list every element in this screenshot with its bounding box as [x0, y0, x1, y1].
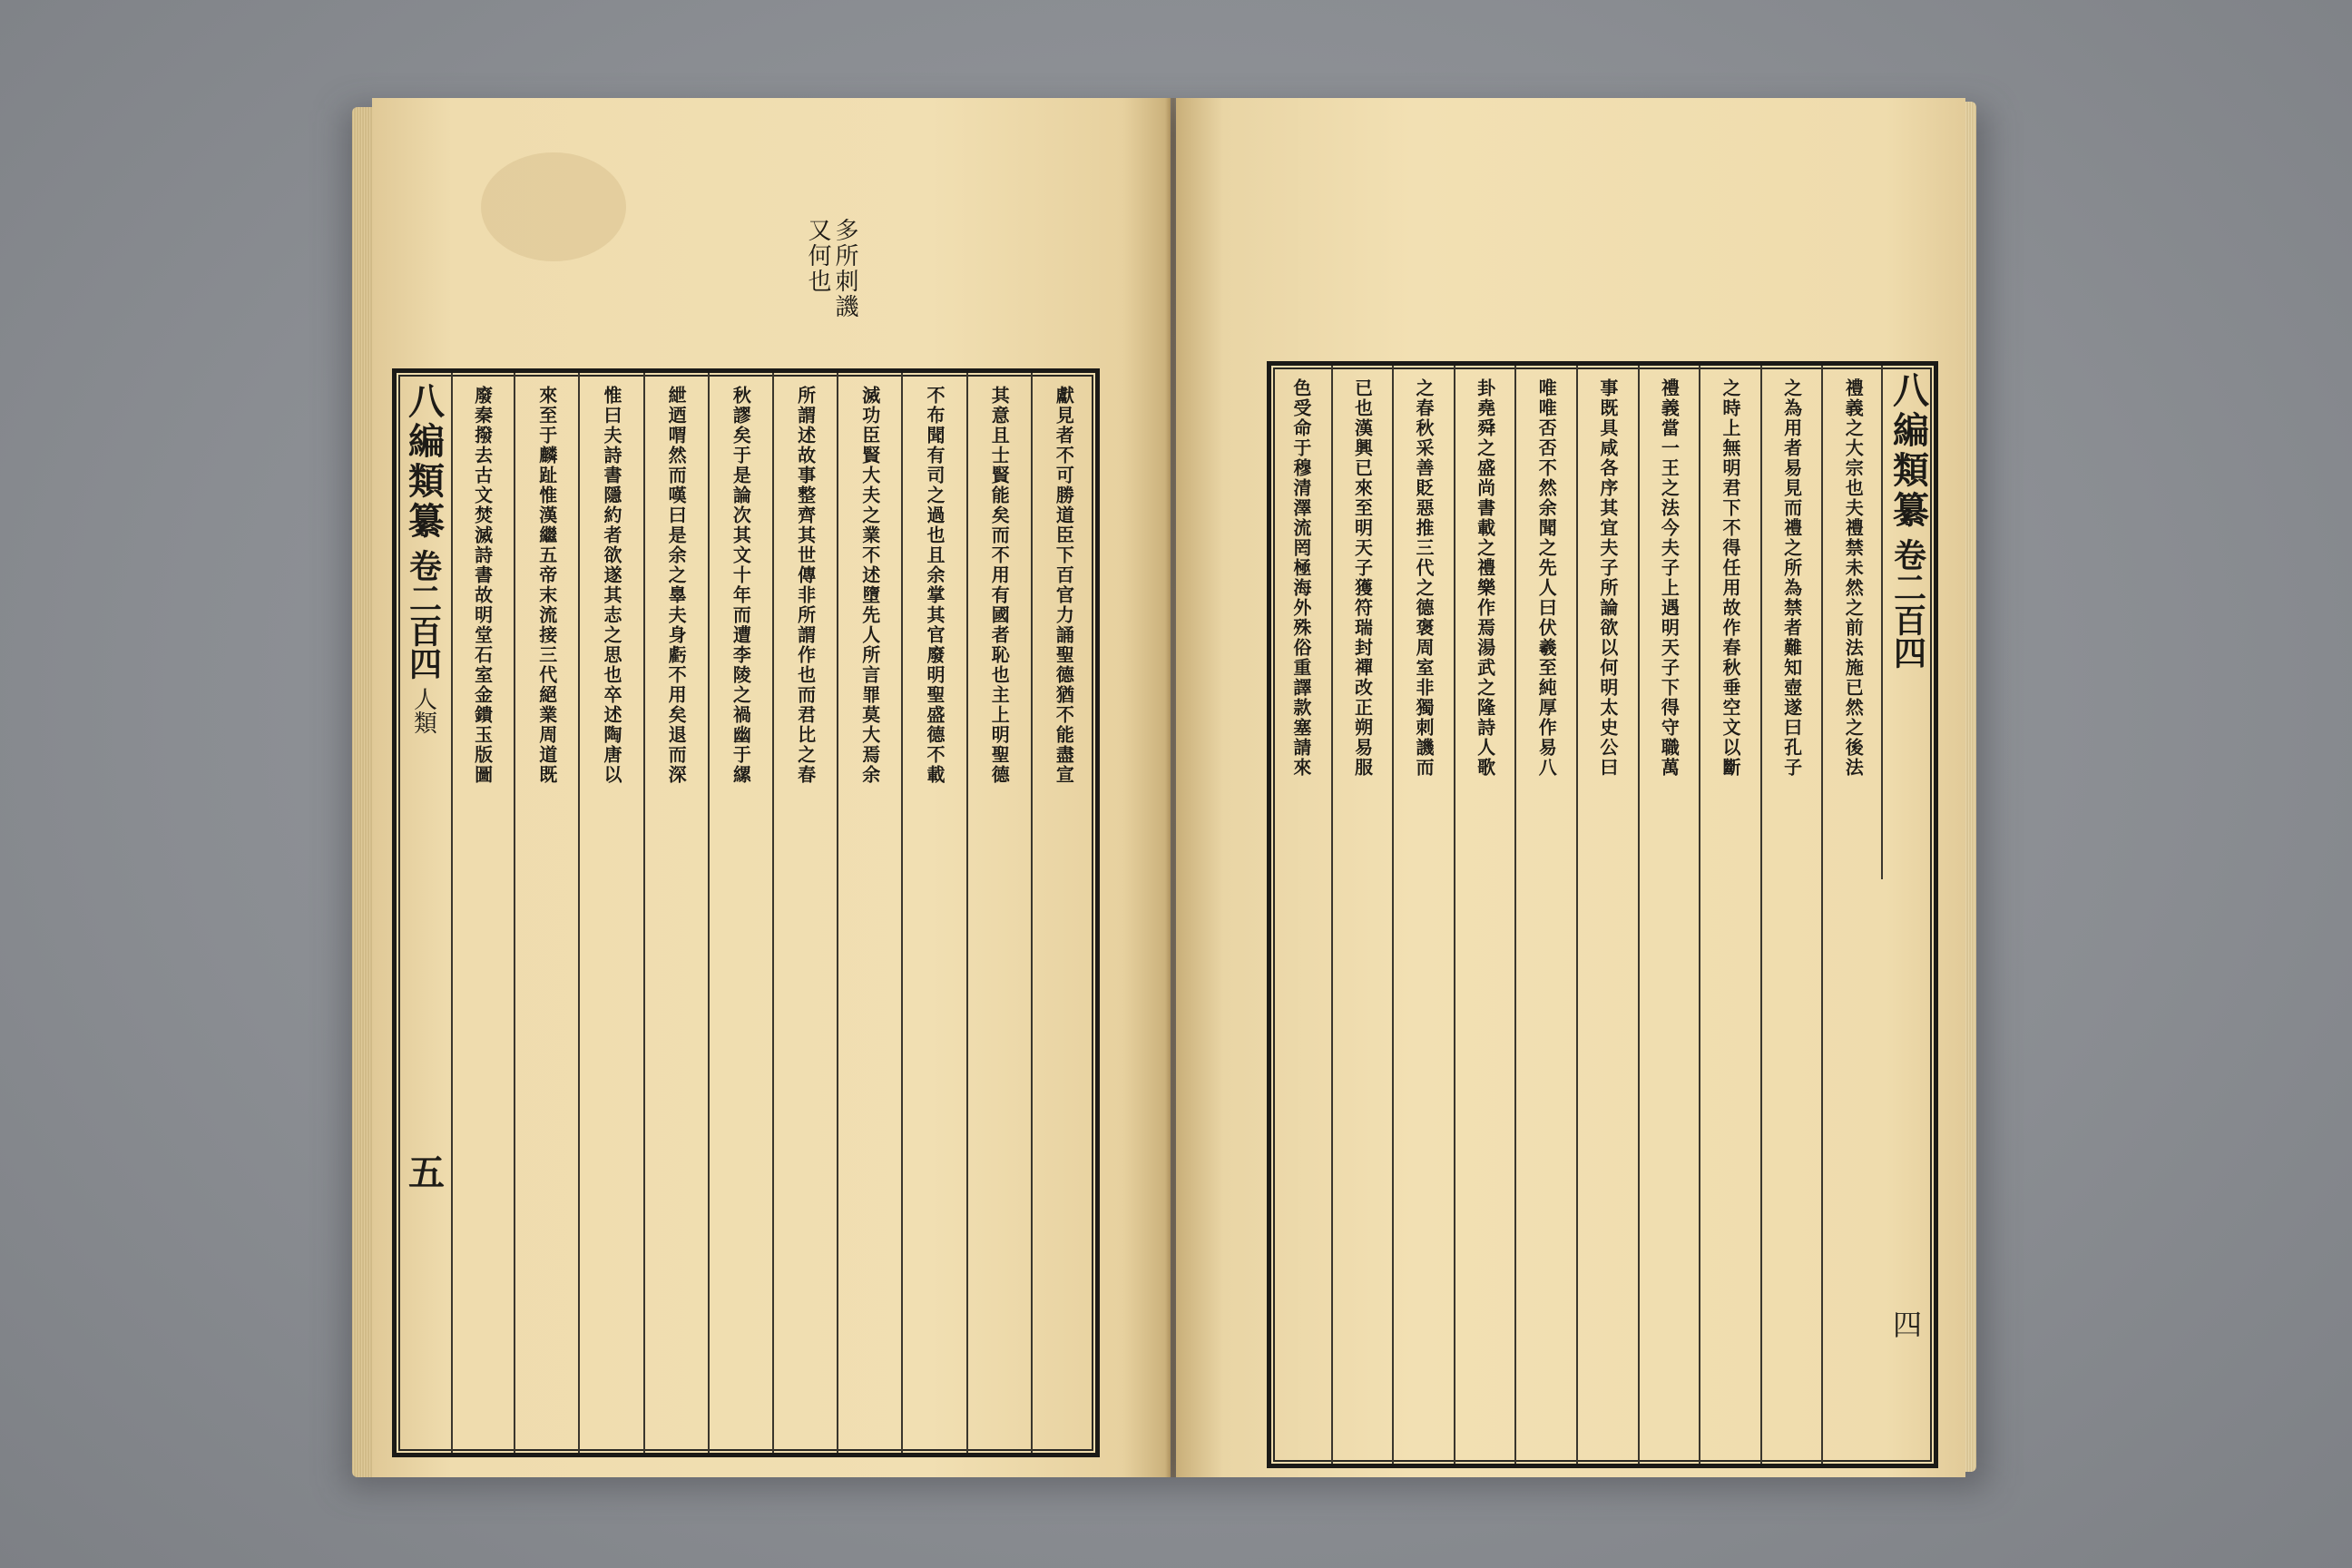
text-column	[451, 373, 514, 1453]
column-text: 唯唯否否不然余聞之先人曰伏羲至純厚作易八	[1535, 378, 1558, 778]
paper-stain	[481, 152, 626, 261]
text-column	[1454, 366, 1515, 1464]
column-text: 事既具咸各序其宜夫子所論欲以何明太史公曰	[1596, 378, 1619, 778]
text-column	[772, 373, 837, 1453]
column-text: 不布聞有司之過也且余掌其官廢明聖盛德不載	[923, 386, 946, 785]
right-page	[1176, 98, 1965, 1477]
column-text: 廢秦撥去古文焚滅詩書故明堂石室金鐀玉版圖	[471, 386, 494, 785]
column-text: 之春秋采善貶惡推三代之德褒周室非獨刺譏而	[1413, 378, 1436, 778]
column-text: 其意且士賢能矣而不用有國者恥也主上明聖德	[988, 386, 1011, 785]
right-margin-volume: 卷二百四	[1888, 538, 1927, 669]
column-text: 之時上無明君下不得任用故作春秋垂空文以斷	[1720, 378, 1742, 778]
text-column	[1638, 366, 1700, 1464]
text-column	[643, 373, 708, 1453]
text-column	[1271, 366, 1331, 1464]
column-text: 獻見者不可勝道臣下百官力誦聖德猶不能盡宣	[1053, 386, 1075, 785]
left-margin-volume: 卷二百四	[404, 549, 443, 680]
right-text-columns	[1271, 366, 1883, 1464]
column-text: 所謂述故事整齊其世傳非所謂作也而君比之春	[794, 386, 817, 785]
column-text: 秋謬矣于是論次其文十年而遭李陵之禍幽于縲	[730, 386, 752, 785]
annotation-line: 多所刺譏	[831, 218, 858, 319]
text-column	[708, 373, 772, 1453]
left-margin-title: 八編類纂	[402, 382, 446, 542]
text-column	[1031, 373, 1095, 1453]
right-page-number: 四	[1888, 1309, 1923, 1338]
right-margin-title: 八編類纂	[1886, 371, 1930, 531]
right-margin-column	[1881, 366, 1934, 879]
text-column	[514, 373, 578, 1453]
column-text: 卦堯舜之盛尚書載之禮樂作焉湯武之隆詩人歌	[1474, 378, 1496, 778]
text-column	[1331, 366, 1393, 1464]
column-text: 已也漢興已來至明天子獲符瑞封禪改正朔易服	[1351, 378, 1374, 778]
text-column	[1699, 366, 1760, 1464]
left-page	[372, 98, 1171, 1477]
column-text: 之為用者易見而禮之所為禁者難知壺遂曰孔子	[1780, 378, 1803, 778]
left-text-frame	[392, 368, 1100, 1457]
left-text-columns	[451, 373, 1095, 1453]
left-margin-column	[397, 373, 453, 1453]
column-text: 惟曰夫詩書隱約者欲遂其志之思也卒述陶唐以	[600, 386, 622, 785]
text-column	[966, 373, 1031, 1453]
column-text: 色受命于穆清澤流罔極海外殊俗重譯款塞請來	[1289, 378, 1312, 778]
text-column	[901, 373, 965, 1453]
column-text: 紲迺喟然而嘆曰是余之辠夫身虧不用矣退而深	[665, 386, 688, 785]
column-text: 來至于麟趾惟漢繼五帝末流接三代絕業周道既	[535, 386, 558, 785]
text-column	[837, 373, 901, 1453]
text-column	[1760, 366, 1822, 1464]
text-column	[578, 373, 642, 1453]
column-text: 禮義當一王之法今夫子上遇明天子下得守職萬	[1658, 378, 1681, 778]
text-column	[1821, 366, 1883, 1464]
column-text: 禮義之大宗也夫禮禁未然之前法施已然之後法	[1842, 378, 1865, 778]
annotation-line: 又何也	[804, 218, 831, 294]
header-annotation	[806, 218, 857, 319]
text-column	[1576, 366, 1638, 1464]
text-column	[1514, 366, 1576, 1464]
left-margin-category: 人類	[409, 687, 437, 734]
right-text-frame	[1267, 361, 1938, 1468]
text-column	[1392, 366, 1454, 1464]
left-page-number: 五	[402, 1153, 446, 1190]
column-text: 滅功臣賢大夫之業不述墮先人所言罪莫大焉余	[858, 386, 881, 785]
